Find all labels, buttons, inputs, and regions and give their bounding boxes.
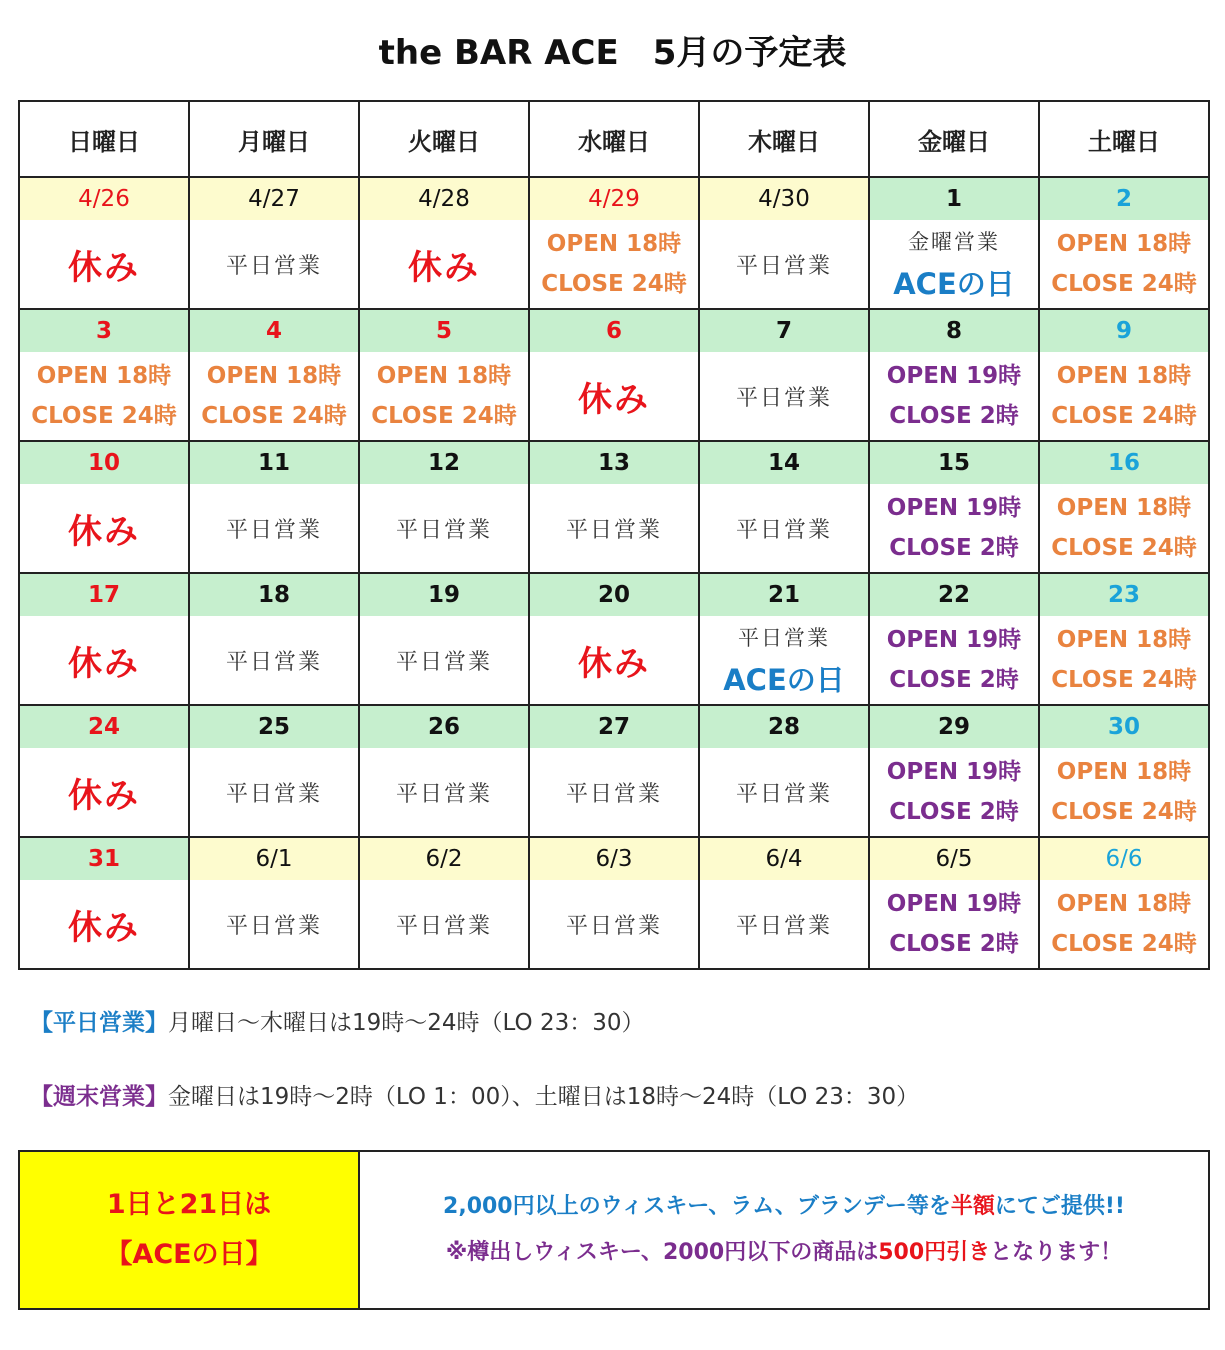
close-time: CLOSE 24時 [1051, 271, 1197, 297]
day-date: 30 [1040, 706, 1208, 748]
ace-day-promo-heading [20, 1152, 360, 1308]
day-date: 4/27 [190, 178, 358, 220]
open-time: OPEN 19時 [886, 759, 1022, 785]
day-date: 6/6 [1040, 838, 1208, 880]
close-time: CLOSE 2時 [889, 667, 1019, 693]
weekday-hours-label: 平日営業 [225, 253, 322, 279]
day-date: 7 [700, 310, 868, 352]
day-cell [19, 441, 189, 573]
weekday-hours-label: 平日営業 [735, 253, 832, 279]
holiday-label: 休み [68, 907, 140, 948]
day-date: 24 [20, 706, 188, 748]
day-cell [699, 441, 869, 573]
day-date: 6/3 [530, 838, 698, 880]
day-date: 14 [700, 442, 868, 484]
weekend-hours-tag: 【週末営業】 [30, 1084, 168, 1110]
weekday-hours-tag: 【平日営業】 [30, 1010, 168, 1036]
day-date: 6/5 [870, 838, 1038, 880]
close-time: CLOSE 24時 [1051, 931, 1197, 957]
open-time: OPEN 18時 [1056, 231, 1192, 257]
day-cell [189, 837, 359, 969]
day-date: 3 [20, 310, 188, 352]
weekday-hours-label: 平日営業 [225, 781, 322, 807]
weekday-header-monday: 月曜日 [189, 101, 359, 177]
weekday-hours-label: 平日営業 [735, 913, 832, 939]
day-cell [529, 837, 699, 969]
weekday-header-sunday: 日曜日 [19, 101, 189, 177]
weekday-hours-label: 平日営業 [735, 781, 832, 807]
weekday-hours-text: 月曜日～木曜日は19時～24時（LO 23：30） [168, 1010, 645, 1036]
weekday-hours-label: 平日営業 [738, 625, 830, 650]
week-row [19, 573, 1209, 705]
ace-day-promo-box [18, 1150, 1210, 1310]
day-cell [1039, 309, 1209, 441]
week-row [19, 441, 1209, 573]
close-time: CLOSE 24時 [201, 403, 347, 429]
day-cell [359, 705, 529, 837]
weekday-header-row [19, 101, 1209, 177]
weekday-hours-label: 平日営業 [565, 913, 662, 939]
day-cell [189, 177, 359, 309]
promo-text: となります！ [990, 1240, 1123, 1265]
day-date: 1 [870, 178, 1038, 220]
schedule-calendar [18, 100, 1210, 970]
day-date: 6/4 [700, 838, 868, 880]
day-date: 18 [190, 574, 358, 616]
close-time: CLOSE 24時 [1051, 667, 1197, 693]
day-date: 16 [1040, 442, 1208, 484]
day-date: 10 [20, 442, 188, 484]
day-date: 8 [870, 310, 1038, 352]
ace-day-promo-line1 [443, 1184, 1125, 1230]
week-row [19, 705, 1209, 837]
open-time: OPEN 18時 [36, 363, 172, 389]
weekday-hours-label: 平日営業 [225, 649, 322, 675]
day-date: 6 [530, 310, 698, 352]
close-time: CLOSE 2時 [889, 535, 1019, 561]
day-date: 9 [1040, 310, 1208, 352]
close-time: CLOSE 2時 [889, 403, 1019, 429]
day-cell [869, 177, 1039, 309]
ace-day-label: ACEの日 [893, 266, 1015, 301]
weekday-hours-label: 平日営業 [735, 517, 832, 543]
weekday-hours-label: 平日営業 [735, 385, 832, 411]
day-date: 4/26 [20, 178, 188, 220]
weekday-hours-label: 平日営業 [565, 781, 662, 807]
day-date: 12 [360, 442, 528, 484]
close-time: CLOSE 24時 [1051, 403, 1197, 429]
day-date: 22 [870, 574, 1038, 616]
open-time: OPEN 18時 [376, 363, 512, 389]
day-date: 4/29 [530, 178, 698, 220]
day-cell [189, 441, 359, 573]
day-date: 11 [190, 442, 358, 484]
day-cell [19, 573, 189, 705]
day-date: 28 [700, 706, 868, 748]
close-time: CLOSE 24時 [1051, 799, 1197, 825]
weekday-hours-label: 平日営業 [395, 649, 492, 675]
day-date: 4/30 [700, 178, 868, 220]
week-row [19, 177, 1209, 309]
weekend-hours-note [30, 1078, 919, 1111]
day-cell [1039, 573, 1209, 705]
day-cell [189, 309, 359, 441]
day-cell [869, 837, 1039, 969]
open-time: OPEN 19時 [886, 627, 1022, 653]
ace-day-label: ACEの日 [723, 662, 845, 697]
day-cell [869, 705, 1039, 837]
open-time: OPEN 19時 [886, 363, 1022, 389]
holiday-label: 休み [68, 511, 140, 552]
weekday-hours-note [30, 1004, 644, 1037]
day-cell [19, 705, 189, 837]
day-cell [869, 441, 1039, 573]
ace-day-promo-details [360, 1152, 1208, 1308]
promo-text: ※樽出しウィスキー、2000円以下の商品は [445, 1240, 879, 1265]
day-date: 5 [360, 310, 528, 352]
close-time: CLOSE 24時 [1051, 535, 1197, 561]
day-cell [359, 573, 529, 705]
weekday-hours-label: 平日営業 [225, 913, 322, 939]
close-time: CLOSE 24時 [541, 271, 687, 297]
day-date: 27 [530, 706, 698, 748]
day-date: 4 [190, 310, 358, 352]
weekend-hours-text: 金曜日は19時～2時（LO 1：00）、土曜日は18時～24時（LO 23：30） [168, 1084, 920, 1110]
day-date: 23 [1040, 574, 1208, 616]
day-date: 20 [530, 574, 698, 616]
day-cell [529, 705, 699, 837]
day-date: 15 [870, 442, 1038, 484]
day-cell [1039, 441, 1209, 573]
close-time: CLOSE 24時 [31, 403, 177, 429]
holiday-label: 休み [408, 247, 480, 288]
day-cell [359, 309, 529, 441]
open-time: OPEN 18時 [1056, 627, 1192, 653]
day-cell [529, 441, 699, 573]
weekday-header-thursday: 木曜日 [699, 101, 869, 177]
day-cell [189, 705, 359, 837]
weekday-hours-label: 平日営業 [565, 517, 662, 543]
week-row [19, 309, 1209, 441]
day-cell [699, 309, 869, 441]
open-time: OPEN 19時 [886, 495, 1022, 521]
day-cell [189, 573, 359, 705]
day-cell [1039, 705, 1209, 837]
weekday-header-tuesday: 火曜日 [359, 101, 529, 177]
promo-text: にてご提供!! [994, 1194, 1125, 1219]
day-date: 2 [1040, 178, 1208, 220]
weekday-header-saturday: 土曜日 [1039, 101, 1209, 177]
weekday-header-wednesday: 水曜日 [529, 101, 699, 177]
open-time: OPEN 18時 [1056, 363, 1192, 389]
promo-highlight: 500円引き [878, 1240, 991, 1265]
promo-highlight: 半額 [950, 1194, 995, 1219]
day-date: 6/2 [360, 838, 528, 880]
promo-text: 2,000円以上のウィスキー、ラム、ブランデー等を [443, 1194, 951, 1219]
close-time: CLOSE 2時 [889, 931, 1019, 957]
close-time: CLOSE 2時 [889, 799, 1019, 825]
weekday-hours-label: 平日営業 [395, 517, 492, 543]
holiday-label: 休み [68, 775, 140, 816]
day-date: 4/28 [360, 178, 528, 220]
weekday-hours-label: 平日営業 [395, 913, 492, 939]
week-row [19, 837, 1209, 969]
day-cell [19, 837, 189, 969]
open-time: OPEN 18時 [1056, 759, 1192, 785]
day-date: 31 [20, 838, 188, 880]
weekday-hours-label: 平日営業 [395, 781, 492, 807]
day-cell [1039, 837, 1209, 969]
day-date: 26 [360, 706, 528, 748]
holiday-label: 休み [68, 247, 140, 288]
day-date: 6/1 [190, 838, 358, 880]
open-time: OPEN 18時 [1056, 495, 1192, 521]
day-cell [699, 573, 869, 705]
day-date: 19 [360, 574, 528, 616]
friday-hours-label: 金曜営業 [908, 229, 1000, 254]
ace-day-promo-line2 [446, 1230, 1122, 1276]
day-cell [19, 309, 189, 441]
day-cell [869, 309, 1039, 441]
day-cell [359, 177, 529, 309]
open-time: OPEN 18時 [206, 363, 342, 389]
weekday-header-friday: 金曜日 [869, 101, 1039, 177]
day-cell [1039, 177, 1209, 309]
day-date: 25 [190, 706, 358, 748]
day-date: 13 [530, 442, 698, 484]
day-cell [699, 177, 869, 309]
open-time: OPEN 18時 [1056, 891, 1192, 917]
day-date: 21 [700, 574, 868, 616]
open-time: OPEN 18時 [546, 231, 682, 257]
ace-day-promo-heading-line1: 1日と21日は [106, 1189, 272, 1220]
day-cell [19, 177, 189, 309]
day-cell [699, 837, 869, 969]
day-date: 17 [20, 574, 188, 616]
holiday-label: 休み [578, 643, 650, 684]
day-cell [359, 837, 529, 969]
day-cell [529, 309, 699, 441]
day-cell [529, 177, 699, 309]
day-cell [529, 573, 699, 705]
page-title: the BAR ACE 5月の予定表 [378, 33, 847, 73]
holiday-label: 休み [68, 643, 140, 684]
close-time: CLOSE 24時 [371, 403, 517, 429]
open-time: OPEN 19時 [886, 891, 1022, 917]
day-date: 29 [870, 706, 1038, 748]
day-cell [359, 441, 529, 573]
day-cell [869, 573, 1039, 705]
ace-day-promo-heading-line2: 【ACEの日】 [105, 1239, 273, 1270]
holiday-label: 休み [578, 379, 650, 420]
day-cell [699, 705, 869, 837]
weekday-hours-label: 平日営業 [225, 517, 322, 543]
